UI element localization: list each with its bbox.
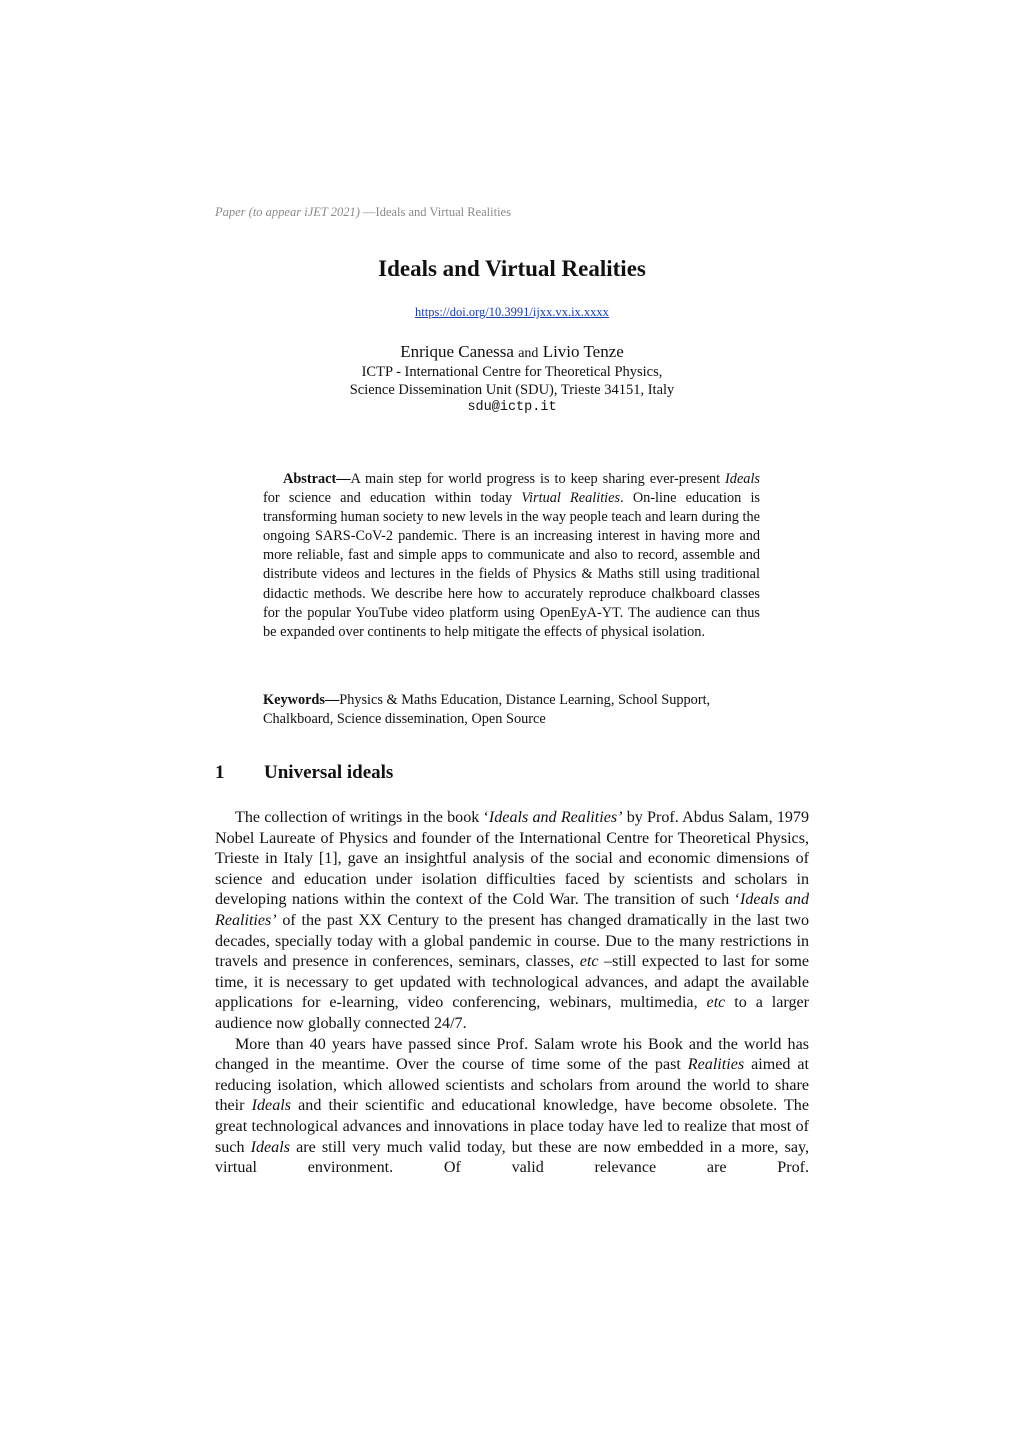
running-header-title: Ideals and Virtual Realities <box>375 205 511 219</box>
section-body <box>215 808 809 1179</box>
body-text: of the past XX Century to the present has changed dramatically in the last two decades, specially today with a global pandemic in course. Due to the many restrictions in travels and presence in conferences, seminars, classes, <box>215 911 809 971</box>
body-text: –still expected to last for some time, it is necessary to get updated with technological advances, and adapt the available applications for e-learning, video conferencing, webinars, multimedia, <box>215 953 810 1012</box>
author-name: Enrique Canessa <box>400 342 514 361</box>
abstract-emphasis: Ideals <box>725 471 760 487</box>
abstract-label: Abstract— <box>283 471 351 487</box>
body-text: are still very much valid today, but these are now embedded in a more, say, virtual environment. Of valid relevance are Prof. <box>215 1138 809 1177</box>
body-emphasis: Ideals and Realities’ <box>488 809 623 826</box>
body-emphasis: Ideals <box>251 1097 291 1115</box>
affiliation-line: ICTP - International Centre for Theoretical Physics, <box>361 364 663 380</box>
running-header-venue: Paper (to appear iJET 2021) <box>215 205 360 219</box>
body-text: The collection of writings in the book ‘ <box>235 809 489 826</box>
abstract-emphasis: Virtual Realities <box>521 490 621 507</box>
doi-line <box>0 305 1024 320</box>
body-emphasis: Ideals <box>250 1138 290 1156</box>
abstract-text: for science and education within today <box>263 490 522 507</box>
body-paragraph <box>215 808 809 1035</box>
abstract <box>263 470 760 642</box>
body-emphasis: Realities <box>687 1056 745 1074</box>
body-text: aimed at reducing isolation, which allowed scientists and scholars from around the world to share their <box>215 1056 810 1115</box>
running-header <box>215 205 511 220</box>
affiliation-line: Science Dissemination Unit (SDU), Trieste 34151, Italy <box>349 382 675 398</box>
authors-line <box>0 342 1024 362</box>
abstract-text: A main step for world progress is to keep sharing ever-present <box>350 471 726 487</box>
body-emphasis: etc <box>706 994 726 1012</box>
author-conjunction: and <box>518 346 539 361</box>
abstract-text: . On-line education is transforming human society to new levels in the way people teach and learn during the ongoing SARS-CoV-2 pandemic. There is an increasing interest in having more and more reliable, fast and simple apps to communicate and also to record, assemble and distribute videos and lectures in the fields of Physics & Maths still using traditional didactic methods. We describe here how to accurately reproduce chalkboard classes for the popular YouTube video platform using OpenEyA-YT. The audience can thus be expanded over continents to help mitigate the effects of physical isolation. <box>263 490 760 640</box>
body-text: More than 40 years have passed since Prof. Salam wrote his Book and the world has changed in the meantime. Over the course of time some of the past <box>215 1035 809 1074</box>
contact-email[interactable]: sdu@ictp.it <box>467 400 557 415</box>
paper-title: Ideals and Virtual Realities <box>378 256 646 281</box>
keywords <box>263 691 760 729</box>
keywords-label: Keywords— <box>263 692 340 708</box>
body-paragraph <box>215 1035 809 1179</box>
keywords-text: Physics & Maths Education, Distance Learning, School Support, Chalkboard, Science dissemination, Open Source <box>263 692 711 728</box>
section-number: 1 <box>215 762 225 783</box>
author-name: Livio Tenze <box>542 342 624 361</box>
section-heading <box>215 762 393 784</box>
section-title: Universal ideals <box>264 762 394 783</box>
body-text: by Prof. Abdus Salam, 1979 Nobel Laureate of Physics and founder of the International Centre for Theoretical Physics, Trieste in Italy [1], gave an insightful analysis of the social and economic dimensions of science and education under isolation difficulties faced by scientists and scholars in developing nations within the context of the Cold War. The transition of such ‘ <box>215 809 810 909</box>
body-text: to a larger audience now globally connected 24/7. <box>215 994 810 1032</box>
body-text: and their scientific and educational knowledge, have become obsolete. The great technological advances and innovations in place today have led to realize that most of such <box>215 1097 809 1156</box>
body-emphasis: etc <box>579 953 599 971</box>
doi-link[interactable]: https://doi.org/10.3991/ijxx.vx.ix.xxxx <box>415 305 609 319</box>
body-emphasis: Ideals and Realities’ <box>215 891 809 929</box>
running-header-dash: — <box>363 205 376 219</box>
